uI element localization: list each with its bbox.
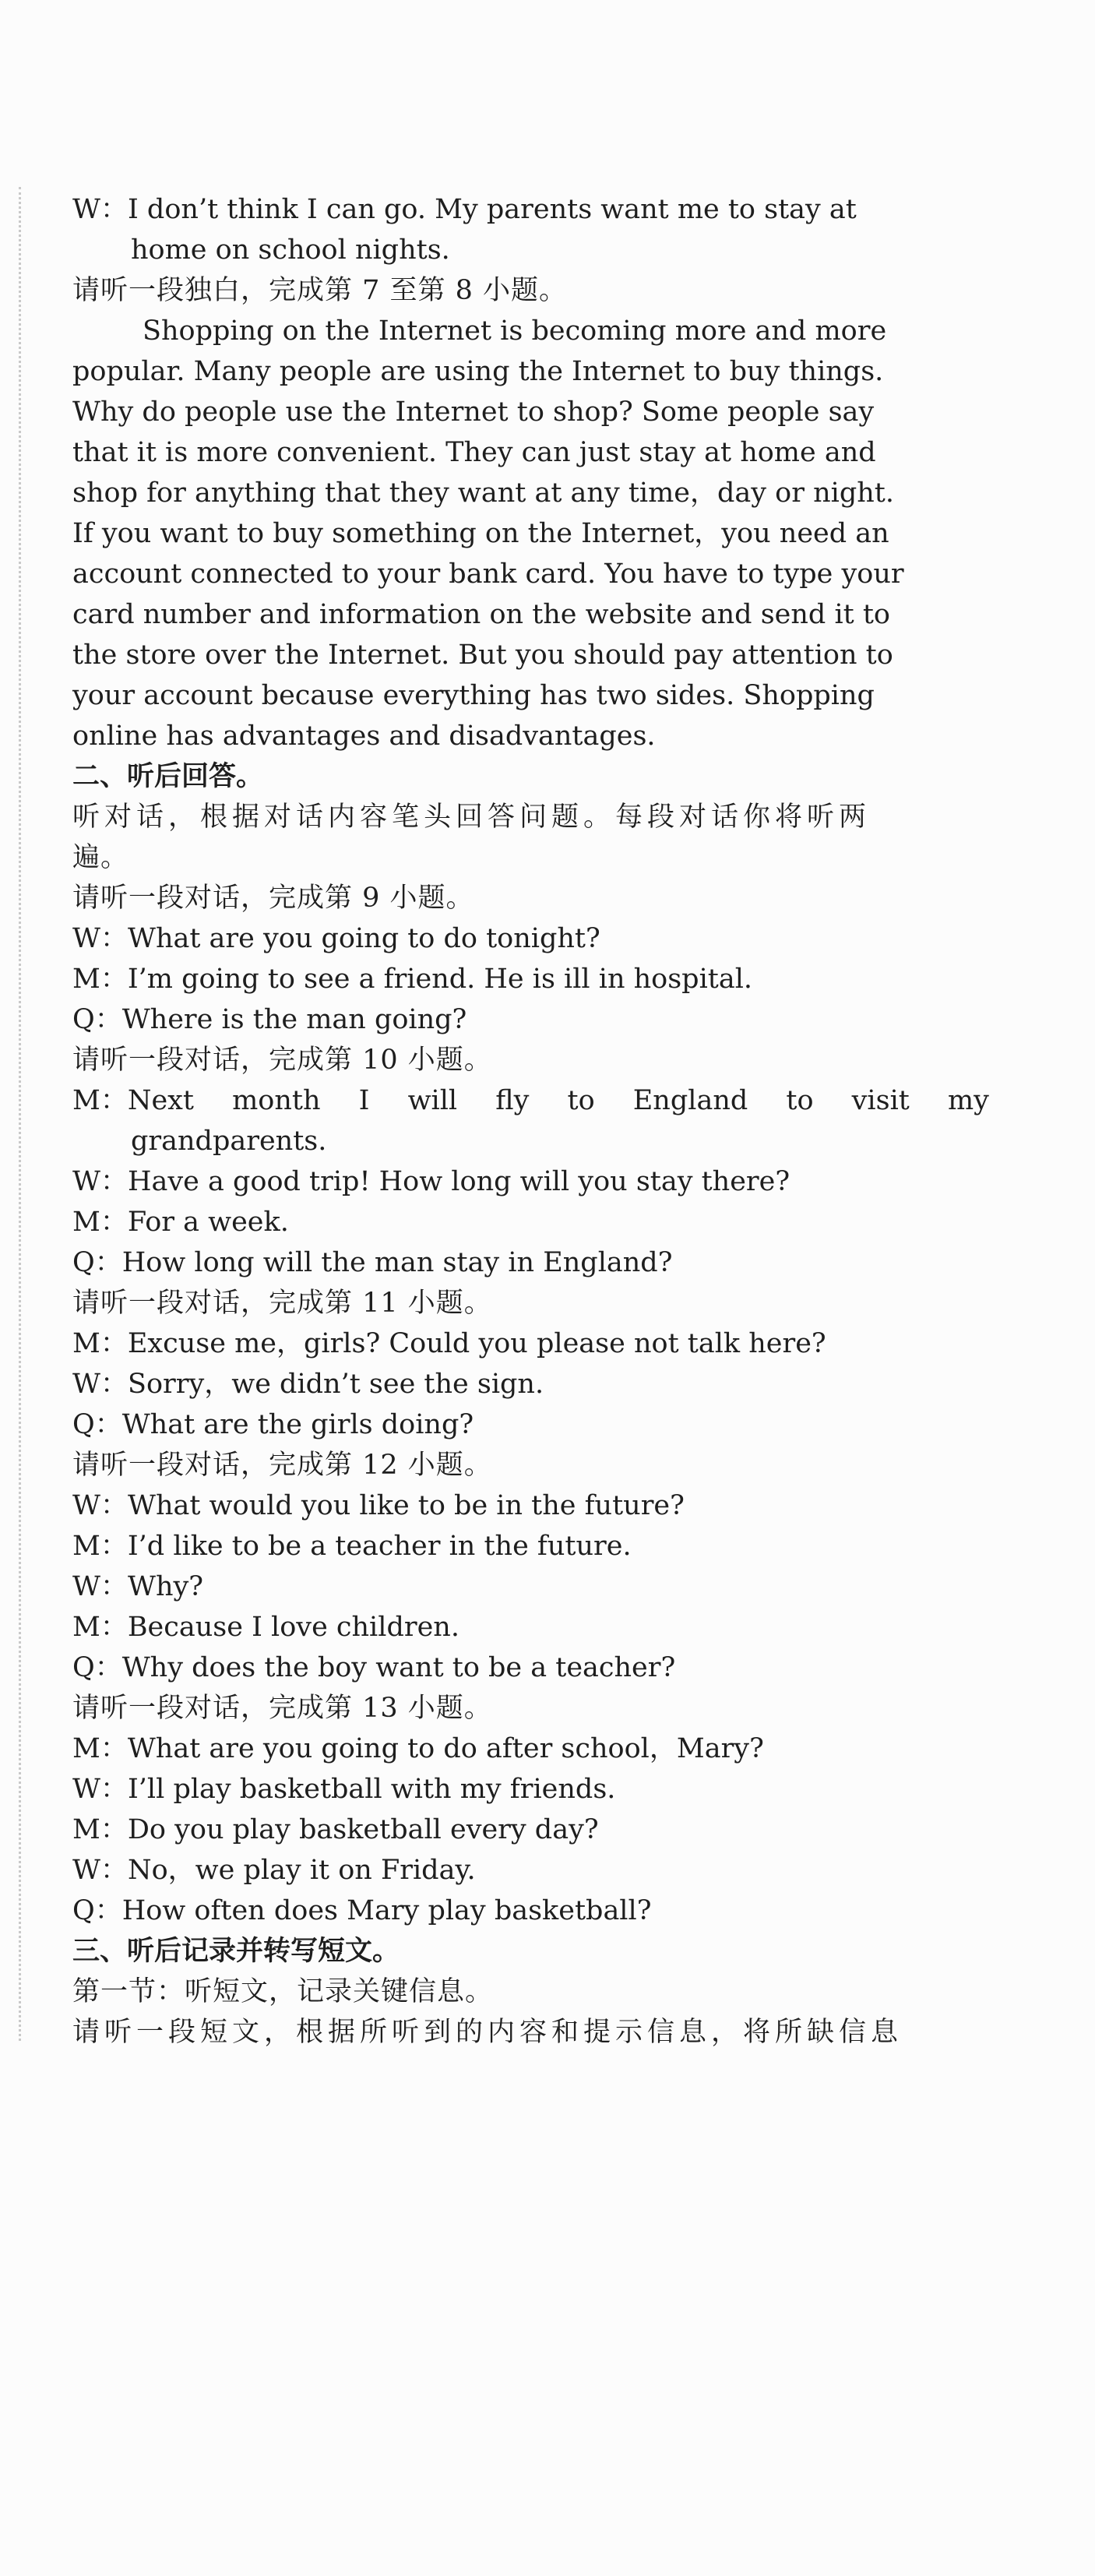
instruction-line: 请听一段对话，完成第 13 小题。 bbox=[72, 1693, 492, 1724]
question-line: Q：How long will the man stay in England? bbox=[72, 1247, 673, 1278]
instruction-line: 请听一段对话，完成第 12 小题。 bbox=[72, 1450, 492, 1481]
text-line: W：I don’t think I can go. My parents want me to stay at bbox=[72, 194, 857, 225]
dialogue-line: M：Next month I will fly to England to visit my bbox=[72, 1085, 989, 1116]
text-line: account connected to your bank card. You have to type your bbox=[72, 559, 904, 590]
question-line: Q：What are the girls doing? bbox=[72, 1409, 474, 1440]
section-heading: 二、听后回答。 bbox=[72, 761, 264, 792]
dialogue-line: M：I’m going to see a friend. He is ill in hospital. bbox=[72, 964, 753, 995]
instruction-line: 遍。 bbox=[72, 842, 129, 873]
instruction-line: 请听一段独白，完成第 7 至第 8 小题。 bbox=[72, 275, 568, 306]
question-line: Q：Where is the man going? bbox=[72, 1004, 467, 1035]
subsection-heading: 第一节：听短文，记录关键信息。 bbox=[72, 1976, 494, 2007]
text-line: your account because everything has two sides. Shopping bbox=[72, 680, 875, 711]
dialogue-line: M：Excuse me，girls? Could you please not talk here? bbox=[72, 1328, 826, 1359]
dialogue-line: M：For a week. bbox=[72, 1207, 289, 1238]
dialogue-line: grandparents. bbox=[131, 1126, 327, 1157]
question-line: Q：Why does the boy want to be a teacher? bbox=[72, 1652, 676, 1683]
text-line: the store over the Internet. But you should pay attention to bbox=[72, 640, 893, 671]
text-line: If you want to buy something on the Internet，you need an bbox=[72, 518, 889, 549]
instruction-line: 请听一段短文，根据所听到的内容和提示信息，将所缺信息 bbox=[72, 2017, 903, 2048]
dialogue-line: W：What are you going to do tonight? bbox=[72, 923, 600, 954]
text-line: Shopping on the Internet is becoming more and more bbox=[143, 315, 887, 347]
text-line: online has advantages and disadvantages. bbox=[72, 721, 656, 752]
transcript-text-block bbox=[72, 189, 989, 2053]
dialogue-line: W：Have a good trip! How long will you stay there? bbox=[72, 1166, 790, 1197]
text-line: card number and information on the website and send it to bbox=[72, 599, 890, 630]
dialogue-line: M：Because I love children. bbox=[72, 1612, 459, 1643]
margin-dotted-rule bbox=[19, 187, 21, 2041]
dialogue-line: M：Do you play basketball every day? bbox=[72, 1814, 599, 1845]
instruction-line: 听对话，根据对话内容笔头回答问题。每段对话你将听两 bbox=[72, 802, 871, 833]
instruction-line: 请听一段对话，完成第 10 小题。 bbox=[72, 1045, 492, 1076]
instruction-line: 请听一段对话，完成第 9 小题。 bbox=[72, 883, 474, 914]
dialogue-line: M：I’d like to be a teacher in the future. bbox=[72, 1531, 632, 1562]
text-line: home on school nights. bbox=[131, 234, 450, 266]
question-line: Q：How often does Mary play basketball? bbox=[72, 1895, 652, 1926]
instruction-line: 请听一段对话，完成第 11 小题。 bbox=[72, 1288, 492, 1319]
section-heading: 三、听后记录并转写短文。 bbox=[72, 1936, 400, 1967]
text-line: Why do people use the Internet to shop? Some people say bbox=[72, 396, 875, 428]
dialogue-line: W：Sorry，we didn’t see the sign. bbox=[72, 1369, 544, 1400]
text-line: that it is more convenient. They can just stay at home and bbox=[72, 437, 876, 468]
dialogue-line: W：What would you like to be in the future? bbox=[72, 1490, 685, 1521]
text-line: popular. Many people are using the Internet to buy things. bbox=[72, 356, 884, 387]
dialogue-line: W：No，we play it on Friday. bbox=[72, 1855, 476, 1886]
text-line: shop for anything that they want at any time，day or night. bbox=[72, 477, 894, 509]
dialogue-line: M：What are you going to do after school，Mary? bbox=[72, 1733, 764, 1764]
dialogue-line: W：I’ll play basketball with my friends. bbox=[72, 1774, 616, 1805]
dialogue-line: W：Why? bbox=[72, 1571, 204, 1602]
